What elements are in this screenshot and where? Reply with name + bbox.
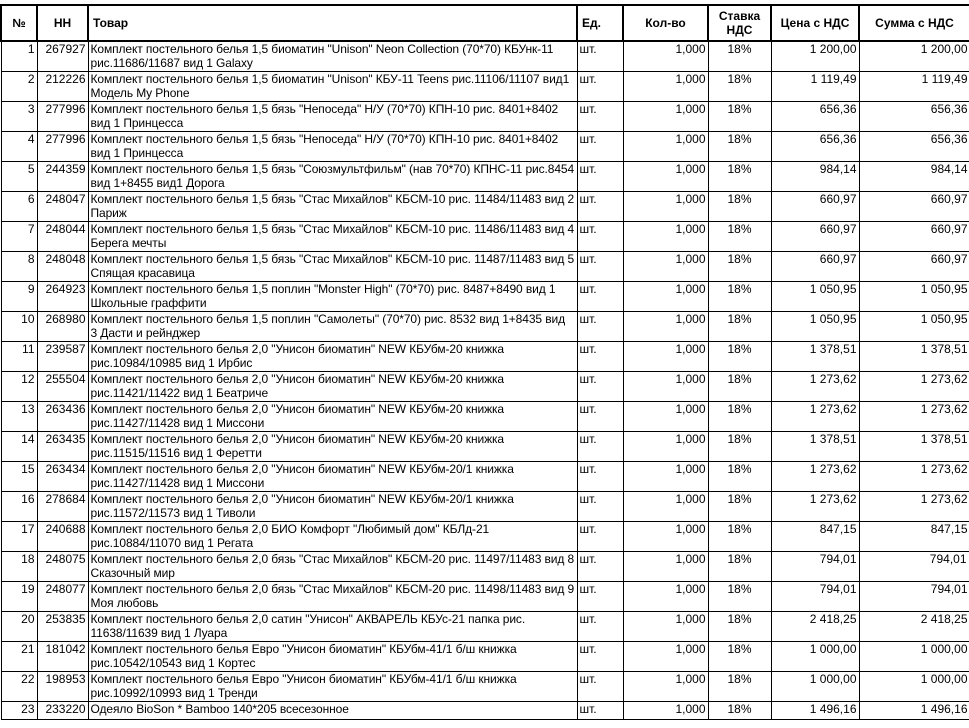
cell-unit[interactable]: шт. (577, 492, 623, 522)
cell-sum[interactable]: 794,01 (859, 582, 969, 612)
table-row (1, 132, 969, 162)
cell-number[interactable]: 22 (1, 672, 37, 702)
cell-hh[interactable]: 277996 (37, 102, 88, 132)
cell-number[interactable]: 3 (1, 102, 37, 132)
cell-sum[interactable]: 1 496,16 (859, 702, 969, 720)
cell-product[interactable]: Комплект постельного белья 2,0 "Унисон биоматин" NEW КБУбм-20 книжка рис.11515/11516 вид 1 Феретти (88, 432, 577, 462)
cell-vat-rate[interactable]: 18% (708, 342, 771, 372)
table-row (1, 342, 969, 372)
table-row (1, 432, 969, 462)
cell-unit[interactable]: шт. (577, 432, 623, 462)
cell-sum[interactable]: 1 273,62 (859, 402, 969, 432)
cell-vat-rate[interactable]: 18% (708, 252, 771, 282)
cell-price[interactable]: 1 050,95 (771, 282, 859, 312)
cell-unit[interactable]: шт. (577, 672, 623, 702)
cell-unit[interactable]: шт. (577, 372, 623, 402)
table-row (1, 642, 969, 672)
cell-hh[interactable]: 277996 (37, 132, 88, 162)
cell-hh[interactable]: 253835 (37, 612, 88, 642)
cell-unit[interactable]: шт. (577, 72, 623, 102)
cell-hh[interactable]: 212226 (37, 72, 88, 102)
cell-product[interactable]: Комплект постельного белья 1,5 поплин "Monster High" (70*70) рис. 8487+8490 вид 1 Школьные граффити (88, 282, 577, 312)
table-row (1, 41, 969, 72)
cell-unit[interactable]: шт. (577, 582, 623, 612)
cell-price[interactable]: 1 200,00 (771, 41, 859, 72)
table-row (1, 492, 969, 522)
cell-number[interactable]: 2 (1, 72, 37, 102)
cell-hh[interactable]: 233220 (37, 702, 88, 720)
table-row (1, 192, 969, 222)
cell-hh[interactable]: 248048 (37, 252, 88, 282)
cell-hh[interactable]: 198953 (37, 672, 88, 702)
table-row (1, 162, 969, 192)
cell-unit[interactable]: шт. (577, 552, 623, 582)
cell-product[interactable]: Комплект постельного белья 1,5 бязь "Непоседа" Н/У (70*70) КПН-10 рис. 8401+8402 вид 1 Принцесса (88, 102, 577, 132)
cell-number[interactable]: 13 (1, 402, 37, 432)
header-row (1, 5, 969, 41)
cell-quantity[interactable]: 1,000 (623, 522, 708, 552)
table-row (1, 582, 969, 612)
cell-quantity[interactable]: 1,000 (623, 612, 708, 642)
cell-price[interactable]: 1 273,62 (771, 492, 859, 522)
cell-hh[interactable]: 239587 (37, 342, 88, 372)
cell-hh[interactable]: 181042 (37, 642, 88, 672)
cell-number[interactable]: 9 (1, 282, 37, 312)
table-row (1, 252, 969, 282)
cell-quantity[interactable]: 1,000 (623, 432, 708, 462)
cell-number[interactable]: 8 (1, 252, 37, 282)
cell-hh[interactable]: 255504 (37, 372, 88, 402)
cell-product[interactable]: Комплект постельного белья 1,5 бязь "Стас Михайлов" КБСМ-10 рис. 11486/11483 вид 4 Берега мечты (88, 222, 577, 252)
table-row (1, 312, 969, 342)
table-row (1, 72, 969, 102)
header-vat-line2: НДС (726, 23, 753, 37)
cell-product[interactable]: Комплект постельного белья Евро "Унисон биоматин" КБУбм-41/1 б/ш книжка рис.10542/10543 вид 1 Кортес (88, 642, 577, 672)
header-product[interactable]: Товар (88, 5, 577, 41)
cell-quantity[interactable]: 1,000 (623, 582, 708, 612)
table-row (1, 522, 969, 552)
cell-product[interactable]: Комплект постельного белья 1,5 бязь "Стас Михайлов" КБСМ-10 рис. 11484/11483 вид 2 Париж (88, 192, 577, 222)
cell-product[interactable]: Комплект постельного белья 2,0 "Унисон биоматин" NEW КБУбм-20 книжка рис.11427/11428 вид 1 Миссони (88, 402, 577, 432)
header-sum[interactable]: Сумма с НДС (859, 5, 969, 41)
header-number[interactable]: № (1, 5, 37, 41)
cell-price[interactable]: 660,97 (771, 222, 859, 252)
cell-unit[interactable]: шт. (577, 342, 623, 372)
cell-price[interactable]: 660,97 (771, 192, 859, 222)
cell-product[interactable]: Комплект постельного белья 2,0 "Унисон биоматин" NEW КБУбм-20 книжка рис.10984/10985 вид 1 Ирбис (88, 342, 577, 372)
table-row (1, 612, 969, 642)
cell-product[interactable]: Комплект постельного белья 2,0 "Унисон биоматин" NEW КБУбм-20/1 книжка рис.11572/11573 вид 1 Тиволи (88, 492, 577, 522)
cell-product[interactable]: Комплект постельного белья 1,5 биоматин "Unison" КБУ-11 Teens рис.11106/11107 вид1 Модель My Phone (88, 72, 577, 102)
cell-product[interactable]: Комплект постельного белья 2,0 "Унисон биоматин" NEW КБУбм-20/1 книжка рис.11427/11428 вид 1 Миссони (88, 462, 577, 492)
header-unit[interactable]: Ед. (577, 5, 623, 41)
cell-price[interactable]: 847,15 (771, 522, 859, 552)
cell-unit[interactable]: шт. (577, 252, 623, 282)
cell-product[interactable]: Комплект постельного белья 1,5 бязь "Стас Михайлов" КБСМ-10 рис. 11487/11483 вид 5 Спящая красавица (88, 252, 577, 282)
cell-number[interactable]: 1 (1, 41, 37, 72)
cell-unit[interactable]: шт. (577, 642, 623, 672)
table-row (1, 402, 969, 432)
cell-hh[interactable]: 268980 (37, 312, 88, 342)
cell-sum[interactable]: 1 273,62 (859, 492, 969, 522)
cell-price[interactable]: 984,14 (771, 162, 859, 192)
cell-hh[interactable]: 240688 (37, 522, 88, 552)
goods-table (0, 4, 969, 720)
cell-quantity[interactable]: 1,000 (623, 192, 708, 222)
cell-unit[interactable]: шт. (577, 222, 623, 252)
cell-product[interactable]: Комплект постельного белья 2,0 БИО Комфорт "Любимый дом" КБЛд-21 рис.10884/11070 вид 1 Регата (88, 522, 577, 552)
cell-quantity[interactable]: 1,000 (623, 162, 708, 192)
cell-quantity[interactable]: 1,000 (623, 492, 708, 522)
cell-unit[interactable]: шт. (577, 192, 623, 222)
cell-sum[interactable]: 1 050,95 (859, 312, 969, 342)
table-row (1, 702, 969, 720)
cell-price[interactable]: 656,36 (771, 102, 859, 132)
cell-hh[interactable]: 263434 (37, 462, 88, 492)
cell-price[interactable]: 1 496,16 (771, 702, 859, 720)
cell-sum[interactable]: 2 418,25 (859, 612, 969, 642)
table-row (1, 672, 969, 702)
cell-vat-rate[interactable]: 18% (708, 41, 771, 72)
cell-vat-rate[interactable]: 18% (708, 312, 771, 342)
cell-number[interactable]: 17 (1, 522, 37, 552)
cell-sum[interactable]: 1 050,95 (859, 282, 969, 312)
cell-sum[interactable]: 660,97 (859, 222, 969, 252)
cell-vat-rate[interactable]: 18% (708, 492, 771, 522)
table-body (1, 41, 969, 720)
cell-number[interactable]: 11 (1, 342, 37, 372)
cell-sum[interactable]: 1 378,51 (859, 432, 969, 462)
cell-vat-rate[interactable]: 18% (708, 642, 771, 672)
cell-sum[interactable]: 656,36 (859, 132, 969, 162)
cell-product[interactable]: Комплект постельного белья 2,0 сатин "Унисон" АКВАРЕЛЬ КБУс-21 папка рис. 11638/11639 вид 1 Луара (88, 612, 577, 642)
cell-sum[interactable]: 1 378,51 (859, 342, 969, 372)
cell-unit[interactable]: шт. (577, 162, 623, 192)
cell-number[interactable]: 6 (1, 192, 37, 222)
cell-number[interactable]: 7 (1, 222, 37, 252)
cell-unit[interactable]: шт. (577, 402, 623, 432)
cell-unit[interactable]: шт. (577, 702, 623, 720)
cell-unit[interactable]: шт. (577, 41, 623, 72)
cell-quantity[interactable]: 1,000 (623, 462, 708, 492)
cell-quantity[interactable]: 1,000 (623, 132, 708, 162)
cell-sum[interactable]: 1 200,00 (859, 41, 969, 72)
cell-vat-rate[interactable]: 18% (708, 372, 771, 402)
cell-vat-rate[interactable]: 18% (708, 162, 771, 192)
cell-sum[interactable]: 1 273,62 (859, 372, 969, 402)
cell-number[interactable]: 23 (1, 702, 37, 720)
cell-price[interactable]: 1 273,62 (771, 402, 859, 432)
cell-price[interactable]: 2 418,25 (771, 612, 859, 642)
cell-product[interactable]: Комплект постельного белья Евро "Унисон биоматин" КБУбм-41/1 б/ш книжка рис.10992/10993 вид 1 Тренди (88, 672, 577, 702)
cell-sum[interactable]: 984,14 (859, 162, 969, 192)
cell-vat-rate[interactable]: 18% (708, 72, 771, 102)
cell-unit[interactable]: шт. (577, 102, 623, 132)
cell-number[interactable]: 19 (1, 582, 37, 612)
cell-number[interactable]: 10 (1, 312, 37, 342)
cell-hh[interactable]: 248044 (37, 222, 88, 252)
table-row (1, 462, 969, 492)
cell-quantity[interactable]: 1,000 (623, 222, 708, 252)
table-row (1, 282, 969, 312)
cell-quantity[interactable]: 1,000 (623, 342, 708, 372)
cell-price[interactable]: 1 000,00 (771, 642, 859, 672)
cell-hh[interactable]: 263436 (37, 402, 88, 432)
cell-product[interactable]: Комплект постельного белья 1,5 бязь "Союзмультфильм" (нав 70*70) КПНС-11 рис.8454 вид 1+8455 вид1 Дорога (88, 162, 577, 192)
header-quantity[interactable]: Кол-во (623, 5, 708, 41)
cell-hh[interactable]: 248077 (37, 582, 88, 612)
cell-number[interactable]: 21 (1, 642, 37, 672)
cell-vat-rate[interactable]: 18% (708, 462, 771, 492)
cell-vat-rate[interactable]: 18% (708, 282, 771, 312)
header-hh[interactable]: НН (37, 5, 88, 41)
cell-unit[interactable]: шт. (577, 312, 623, 342)
table-row (1, 102, 969, 132)
cell-price[interactable]: 794,01 (771, 552, 859, 582)
table-row (1, 222, 969, 252)
cell-number[interactable]: 4 (1, 132, 37, 162)
cell-number[interactable]: 20 (1, 612, 37, 642)
cell-unit[interactable]: шт. (577, 462, 623, 492)
cell-quantity[interactable]: 1,000 (623, 702, 708, 720)
cell-sum[interactable]: 1 000,00 (859, 672, 969, 702)
cell-unit[interactable]: шт. (577, 132, 623, 162)
cell-vat-rate[interactable]: 18% (708, 702, 771, 720)
cell-product[interactable]: Комплект постельного белья 1,5 бязь "Непоседа" Н/У (70*70) КПН-10 рис. 8401+8402 вид 1 Принцесса (88, 132, 577, 162)
cell-number[interactable]: 16 (1, 492, 37, 522)
cell-vat-rate[interactable]: 18% (708, 402, 771, 432)
table-row (1, 552, 969, 582)
cell-hh[interactable]: 267927 (37, 41, 88, 72)
cell-price[interactable]: 1 050,95 (771, 312, 859, 342)
cell-quantity[interactable]: 1,000 (623, 41, 708, 72)
cell-vat-rate[interactable]: 18% (708, 102, 771, 132)
cell-vat-rate[interactable]: 18% (708, 222, 771, 252)
cell-price[interactable]: 794,01 (771, 582, 859, 612)
cell-unit[interactable]: шт. (577, 612, 623, 642)
cell-hh[interactable]: 248075 (37, 552, 88, 582)
cell-product[interactable]: Комплект постельного белья 2,0 бязь "Стас Михайлов" КБСМ-20 рис. 11497/11483 вид 8 Сказочный мир (88, 552, 577, 582)
cell-number[interactable]: 5 (1, 162, 37, 192)
cell-quantity[interactable]: 1,000 (623, 552, 708, 582)
cell-quantity[interactable]: 1,000 (623, 252, 708, 282)
cell-vat-rate[interactable]: 18% (708, 192, 771, 222)
cell-hh[interactable]: 248047 (37, 192, 88, 222)
cell-vat-rate[interactable]: 18% (708, 522, 771, 552)
cell-price[interactable]: 1 273,62 (771, 372, 859, 402)
cell-unit[interactable]: шт. (577, 522, 623, 552)
cell-sum[interactable]: 660,97 (859, 252, 969, 282)
table-row (1, 372, 969, 402)
cell-quantity[interactable]: 1,000 (623, 372, 708, 402)
cell-vat-rate[interactable]: 18% (708, 432, 771, 462)
cell-product[interactable]: Комплект постельного белья 1,5 биоматин "Unison" Neon Collection (70*70) КБУнк-11 рис.11686/11687 вид 1 Galaxy (88, 41, 577, 72)
cell-product[interactable]: Комплект постельного белья 2,0 бязь "Стас Михайлов" КБСМ-20 рис. 11498/11483 вид 9 Моя любовь (88, 582, 577, 612)
cell-unit[interactable]: шт. (577, 282, 623, 312)
cell-hh[interactable]: 278684 (37, 492, 88, 522)
cell-price[interactable]: 1 273,62 (771, 462, 859, 492)
cell-hh[interactable]: 263435 (37, 432, 88, 462)
header-vat-line1: Ставка (718, 9, 761, 23)
header-vat-rate[interactable] (708, 5, 771, 41)
spreadsheet (0, 4, 969, 720)
cell-hh[interactable]: 264923 (37, 282, 88, 312)
cell-price[interactable]: 1 000,00 (771, 672, 859, 702)
cell-hh[interactable]: 244359 (37, 162, 88, 192)
cell-quantity[interactable]: 1,000 (623, 672, 708, 702)
cell-sum[interactable]: 1 000,00 (859, 642, 969, 672)
cell-sum[interactable]: 847,15 (859, 522, 969, 552)
cell-vat-rate[interactable]: 18% (708, 582, 771, 612)
cell-vat-rate[interactable]: 18% (708, 552, 771, 582)
cell-sum[interactable]: 660,97 (859, 192, 969, 222)
cell-product[interactable]: Комплект постельного белья 2,0 "Унисон биоматин" NEW КБУбм-20 книжка рис.11421/11422 вид 1 Беатриче (88, 372, 577, 402)
cell-number[interactable]: 18 (1, 552, 37, 582)
cell-number[interactable]: 14 (1, 432, 37, 462)
cell-vat-rate[interactable]: 18% (708, 612, 771, 642)
header-price[interactable]: Цена с НДС (771, 5, 859, 41)
cell-price[interactable]: 1 378,51 (771, 342, 859, 372)
cell-number[interactable]: 15 (1, 462, 37, 492)
cell-number[interactable]: 12 (1, 372, 37, 402)
cell-sum[interactable]: 656,36 (859, 102, 969, 132)
cell-quantity[interactable]: 1,000 (623, 642, 708, 672)
cell-quantity[interactable]: 1,000 (623, 312, 708, 342)
cell-sum[interactable]: 1 119,49 (859, 72, 969, 102)
cell-sum[interactable]: 794,01 (859, 552, 969, 582)
cell-price[interactable]: 1 119,49 (771, 72, 859, 102)
cell-price[interactable]: 660,97 (771, 252, 859, 282)
cell-sum[interactable]: 1 273,62 (859, 462, 969, 492)
cell-quantity[interactable]: 1,000 (623, 282, 708, 312)
cell-product[interactable]: Комплект постельного белья 1,5 поплин "Самолеты" (70*70) рис. 8532 вид 1+8435 вид 3 Дасти и рейнджер (88, 312, 577, 342)
cell-quantity[interactable]: 1,000 (623, 72, 708, 102)
cell-vat-rate[interactable]: 18% (708, 672, 771, 702)
cell-product[interactable]: Одеяло BioSon * Bamboo 140*205 всесезонное (88, 702, 577, 720)
cell-price[interactable]: 656,36 (771, 132, 859, 162)
cell-vat-rate[interactable]: 18% (708, 132, 771, 162)
cell-price[interactable]: 1 378,51 (771, 432, 859, 462)
cell-quantity[interactable]: 1,000 (623, 102, 708, 132)
cell-quantity[interactable]: 1,000 (623, 402, 708, 432)
